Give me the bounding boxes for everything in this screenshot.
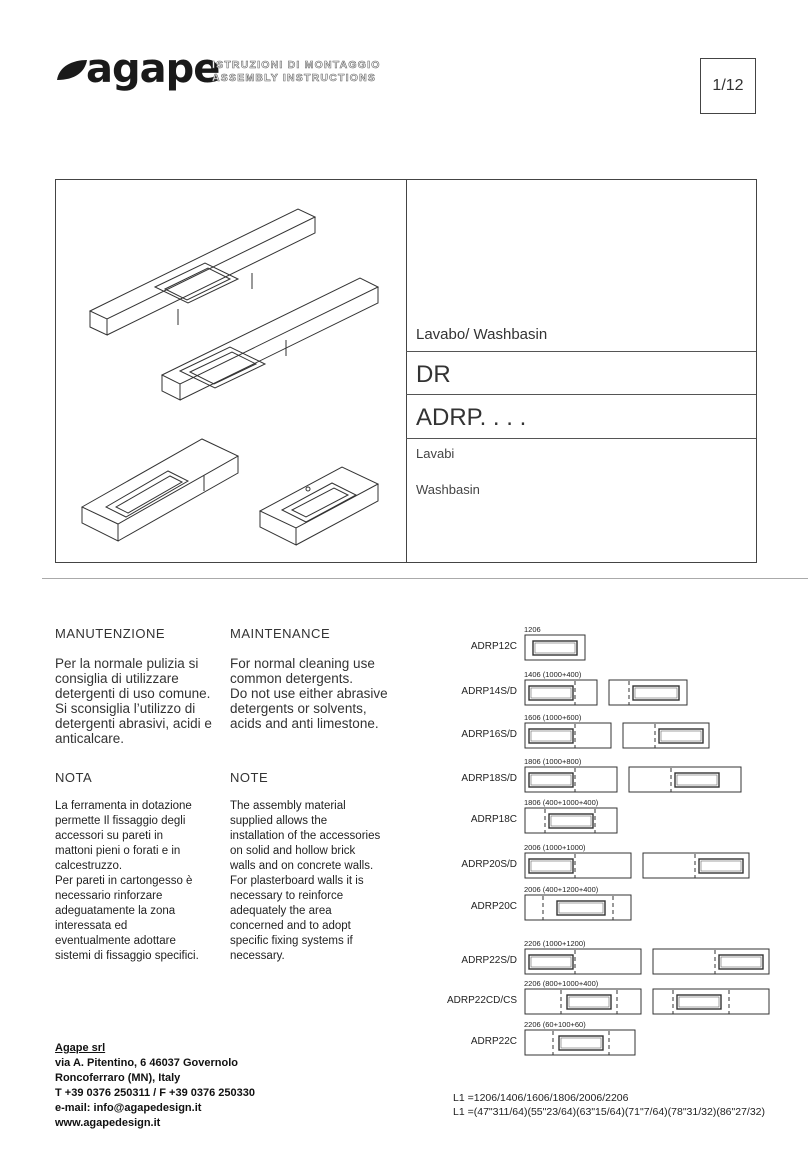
note-heading-en: NOTE [230, 770, 269, 785]
product-type-it: Lavabi [416, 446, 455, 461]
variant-plan-drawing [524, 894, 632, 922]
note-text-it [55, 799, 225, 964]
product-category: Lavabo/ Washbasin [416, 326, 548, 343]
maintenance-text-en [230, 656, 400, 731]
text-line: Per la normale pulizia si [55, 656, 199, 671]
text-line: For normal cleaning use [230, 656, 375, 671]
maintenance-text-it [55, 656, 225, 746]
note-heading-it: NOTA [55, 770, 93, 785]
text-line: sistemi di fissaggio specifici. [55, 950, 199, 962]
text-line: detergents or solvents, [230, 701, 367, 716]
variant-dimension: 1206 [524, 625, 541, 634]
text-line: Do not use either abrasive [230, 686, 388, 701]
text-line: adeguatamente la zona [55, 905, 176, 917]
company-website: www.agapedesign.it [55, 1117, 161, 1129]
note-text-en [230, 799, 400, 964]
variant-plan-drawing [524, 679, 598, 707]
company-email: e-mail: info@agapedesign.it [55, 1102, 202, 1114]
washbasin-drawing-3 [82, 439, 238, 541]
variant-plan-drawing [652, 988, 770, 1016]
text-line: detergenti di uso comune. [55, 686, 211, 701]
variant-dimension: 2006 (400+1200+400) [524, 885, 599, 894]
variant-plan-drawing [608, 679, 688, 707]
page-number: 1/12 [700, 58, 756, 114]
product-box-divider [406, 179, 407, 562]
text-line: consiglia di utilizzare [55, 671, 179, 686]
text-line: supplied allows the [230, 815, 328, 827]
text-line: Si sconsiglia l’utilizzo di [55, 701, 196, 716]
text-line: accessori su pareti in [55, 830, 164, 842]
text-line: necessary to reinforce [230, 890, 344, 902]
text-line: necessario rinforzare [55, 890, 163, 902]
variant-plan-drawing [524, 988, 642, 1016]
text-line: eventualmente adottare [55, 935, 176, 947]
text-line: common detergents. [230, 671, 354, 686]
variant-dimension: 2206 (60+100+60) [524, 1020, 586, 1029]
variant-code: ADRP22CD/CS [446, 995, 517, 1006]
company-phone: T +39 0376 250311 / F +39 0376 250330 [55, 1087, 256, 1099]
text-line: interessata ed [55, 920, 128, 932]
variant-code: ADRP22S/D [461, 955, 517, 966]
variant-plan-drawing [524, 852, 632, 880]
row-line-2 [406, 394, 756, 395]
maintenance-heading-it: MANUTENZIONE [55, 626, 165, 641]
variant-code: ADRP18S/D [461, 773, 517, 784]
leaf-logo-icon [55, 58, 89, 82]
text-line: adequately the area [230, 905, 332, 917]
variant-dimension: 2206 (1000+1200) [524, 939, 586, 948]
variant-plan-drawing [642, 852, 750, 880]
variant-code: ADRP14S/D [461, 686, 517, 697]
variant-code: ADRP20C [470, 901, 517, 912]
variant-code: ADRP18C [470, 814, 517, 825]
product-type-en: Washbasin [416, 482, 480, 497]
company-info [55, 1041, 255, 1131]
variant-code: ADRP20S/D [461, 859, 517, 870]
text-line: permette Il fissaggio degli [55, 815, 186, 827]
variant-dimension: 1606 (1000+600) [524, 713, 582, 722]
variant-plan-drawing [652, 948, 770, 976]
variant-plan-drawing [524, 634, 586, 662]
text-line: mattoni pieni o forati e in [55, 845, 181, 857]
company-address-line-1: via A. Pitentino, 6 46037 Governolo [55, 1057, 238, 1069]
variant-plan-drawing [628, 766, 742, 794]
row-line-3 [406, 438, 756, 439]
variant-plan-drawing [524, 722, 612, 750]
maintenance-heading-en: MAINTENANCE [230, 626, 331, 641]
brand-logo: agape [86, 46, 220, 92]
variant-plan-drawing [524, 1029, 636, 1057]
company-address-line-2: Roncoferraro (MN), Italy [55, 1072, 181, 1084]
text-line: La ferramenta in dotazione [55, 800, 192, 812]
variant-dimension: 2206 (800+1000+400) [524, 979, 599, 988]
variant-code: ADRP22C [470, 1036, 517, 1047]
variant-plan-drawing [524, 948, 642, 976]
text-line: Per pareti in cartongesso è [55, 875, 193, 887]
variant-plan-drawing [622, 722, 710, 750]
text-line: For plasterboard walls it is [230, 875, 364, 887]
variant-dimension: 1406 (1000+400) [524, 670, 582, 679]
legend-inch: L1 =(47"311/64)(55"23/64)(63"15/64)(71"7/64)(78"31/32)(86"27/32) [453, 1106, 766, 1118]
variant-dimension: 2006 (1000+1000) [524, 843, 586, 852]
variant-plan-drawing [524, 766, 618, 794]
company-name: Agape srl [55, 1042, 106, 1054]
washbasin-isometric-drawings [60, 185, 400, 555]
text-line: anticalcare. [55, 731, 125, 746]
text-line: concerned and to adopt [230, 920, 351, 932]
row-line-1 [406, 351, 756, 352]
header-subtitle-en: ASSEMBLY INSTRUCTIONS [212, 72, 377, 84]
legend-mm: L1 =1206/1406/1606/1806/2006/2206 [453, 1092, 629, 1104]
variant-code: ADRP12C [470, 641, 517, 652]
variant-code: ADRP16S/D [461, 729, 517, 740]
text-line: on solid and hollow brick [230, 845, 356, 857]
text-line: installation of the accessories [230, 830, 381, 842]
text-line: detergenti abrasivi, acidi e [55, 716, 212, 731]
variant-plan-drawing [524, 807, 618, 835]
text-line: necessary. [230, 950, 285, 962]
washbasin-drawing-4 [260, 467, 378, 545]
text-line: acids and anti limestone. [230, 716, 379, 731]
section-separator [42, 578, 808, 579]
variant-dimension: 1806 (400+1000+400) [524, 798, 599, 807]
variant-dimension: 1806 (1000+800) [524, 757, 582, 766]
text-line: calcestruzzo. [55, 860, 123, 872]
text-line: specific fixing systems if [230, 935, 353, 947]
text-line: The assembly material [230, 800, 346, 812]
text-line: walls and on concrete walls. [230, 860, 374, 872]
header-subtitle-it: ISTRUZIONI DI MONTAGGIO [212, 59, 381, 71]
product-name: DR [416, 361, 451, 388]
product-code: ADRP. . . . [416, 404, 527, 431]
